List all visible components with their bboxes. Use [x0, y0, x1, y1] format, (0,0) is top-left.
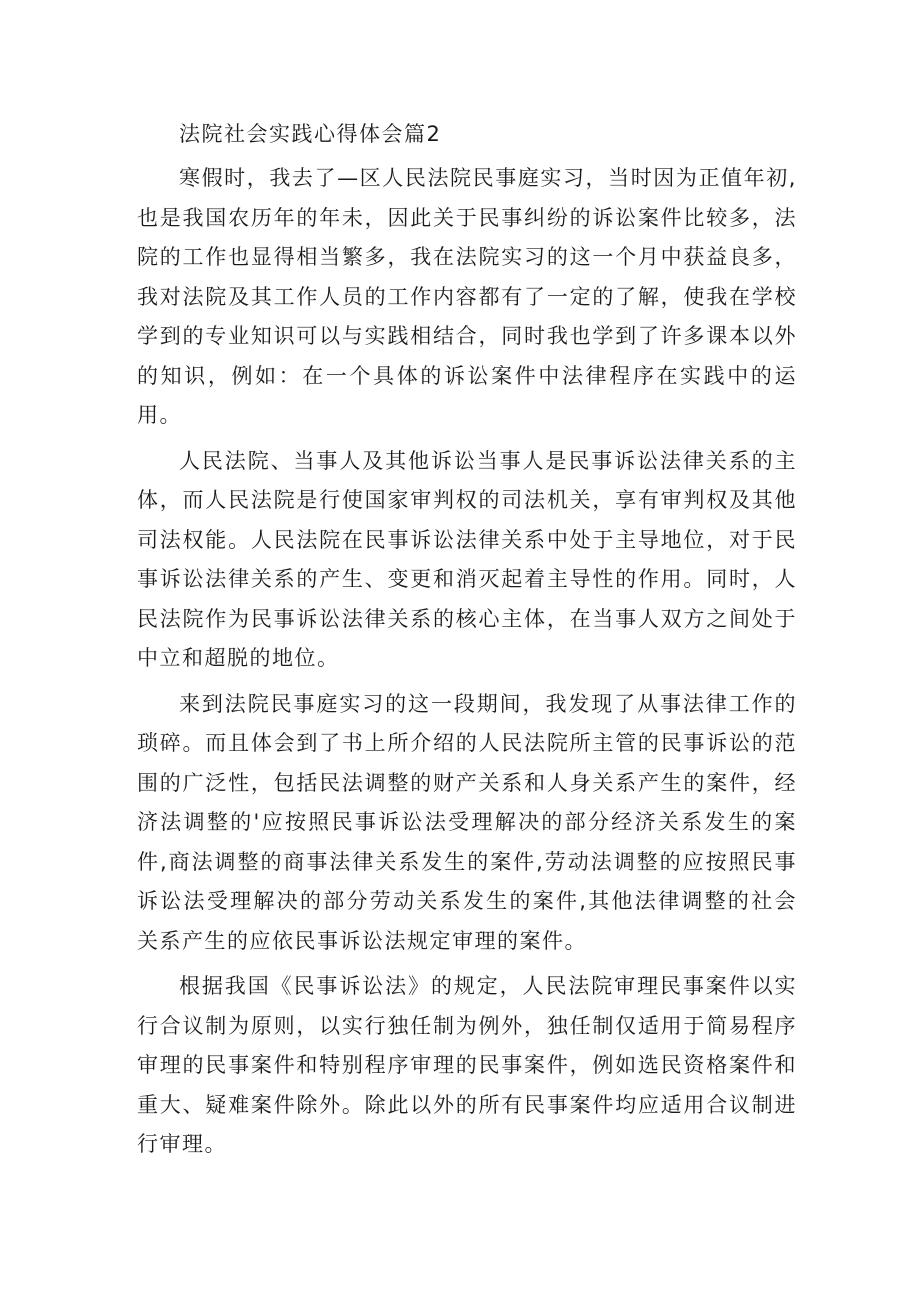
paragraph-1: 寒假时，我去了—区人民法院民事庭实习，当时因为正值年初,也是我国农历年的年未，因此关于民事纠纷的诉讼案件比较多，法院的工作也显得相当繁多，我在法院实习的这一个月中获益良多，我对法院及其工作人员的工作内容都有了一定的了解，使我在学校学到的专业知识可以与实践相结合，同时我也学到了许多课本以外的知识，例如：在一个具体的诉讼案件中法律程序在实践中的运用。: [137, 166, 797, 427]
paragraph-2: 人民法院、当事人及其他诉讼当事人是民事诉讼法律关系的主体，而人民法院是行使国家审判权的司法机关，享有审判权及其他司法权能。人民法院在民事诉讼法律关系中处于主导地位，对于民事诉讼法律关系的产生、变更和消灭起着主导性的作用。同时，人民法院作为民事诉讼法律关系的核心主体，在当事人双方之间处于中立和超脱的地位。: [137, 448, 797, 670]
document-body: [137, 112, 797, 1165]
paragraph-3: 来到法院民事庭实习的这一段期间，我发现了从事法律工作的琐碎。而且体会到了书上所介绍的人民法院所主管的民事诉讼的范围的广泛性，包括民法调整的财产关系和人身关系产生的案件，经济法调整的'应按照民事诉讼法受理解决的部分经济关系发生的案件,商法调整的商事法律关系发生的案件,劳动法调整的应按照民事诉讼法受理解决的部分劳动关系发生的案件,其他法律调整的社会关系产生的应依民事诉讼法规定审理的案件。: [137, 691, 797, 953]
document-title: 法院社会实践心得体会篇2: [179, 122, 442, 146]
paragraph-4: 根据我国《民事诉讼法》的规定，人民法院审理民事案件以实行合议制为原则，以实行独任制为例外，独任制仅适用于简易程序审理的民事案件和特别程序审理的民事案件，例如选民资格案件和重大、疑难案件除外。除此以外的所有民事案件均应适用合议制进行审理。: [137, 974, 797, 1156]
